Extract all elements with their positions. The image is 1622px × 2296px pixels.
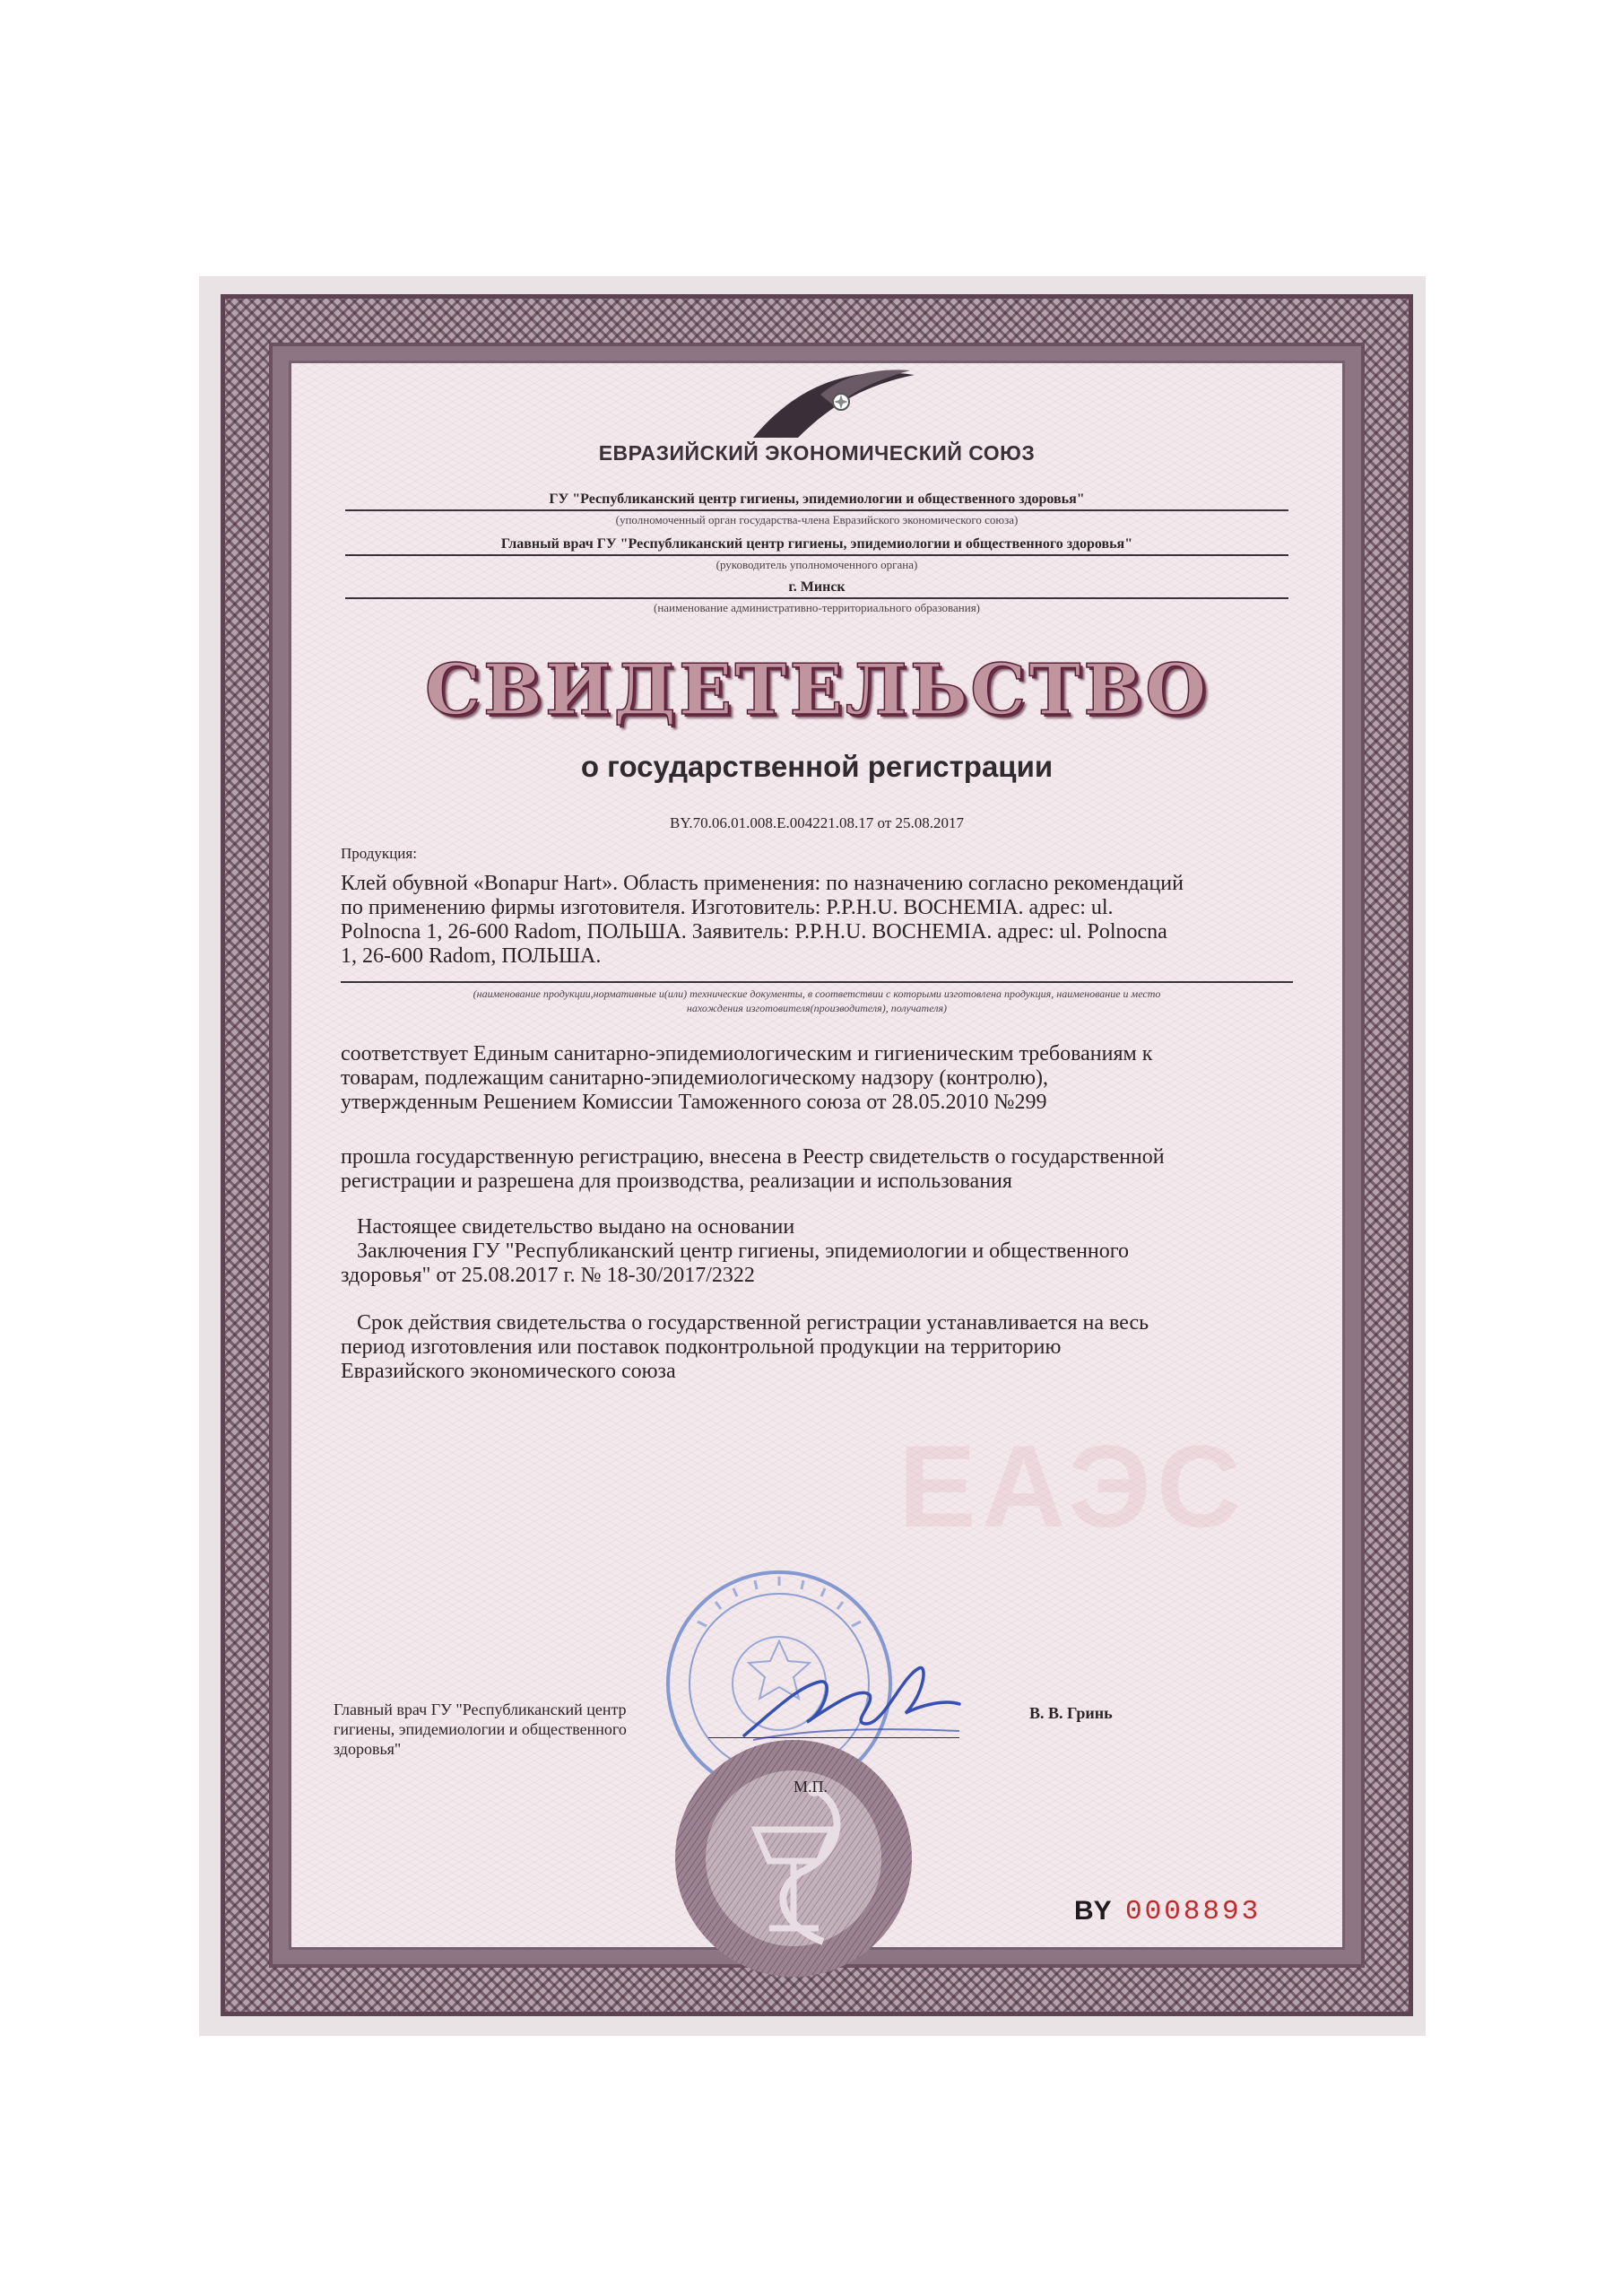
serial-number: 0008893 [1125, 1896, 1262, 1927]
city-underline [345, 597, 1288, 599]
authority-caption: (уполномоченный орган государства-члена Евразийского экономического союза) [615, 513, 1019, 526]
handwritten-signature-icon [735, 1650, 968, 1758]
product-caption-line: (наименование продукции,нормативные и(или) технические документы, в соответствии с которыми изготовлена продукция, наименование и место [473, 987, 1161, 1000]
serial-country-code: BY [1074, 1896, 1112, 1926]
product-line: Клей обувной «Bonapur Hart». Область применения: по назначению согласно рекомендаций [341, 872, 1184, 895]
city-caption: (наименование административно-территориального образования) [653, 601, 981, 614]
registration-line: регистрации и разрешена для производства, реализации и использования [341, 1170, 1012, 1193]
conformity-line: товарам, подлежащим санитарно-эпидемиологическому надзору (контролю), [341, 1066, 1049, 1090]
product-line: Polnocna 1, 26-600 Radom, ПОЛЬША. Заявитель: P.P.H.U. BOCHEMIA. адрес: ul. Polnocna [341, 920, 1167, 944]
head-underline [345, 554, 1288, 556]
city-name: г. Минск [788, 579, 846, 595]
product-description [341, 872, 1300, 969]
product-underline [341, 981, 1293, 983]
basis-line: здоровья" от 25.08.2017 г. № 18-30/2017/2322 [341, 1264, 755, 1287]
union-title: ЕВРАЗИЙСКИЙ ЭКОНОМИЧЕСКИЙ СОЮЗ [598, 441, 1036, 465]
validity-line: период изготовления или поставок подконтрольной продукции на территорию [341, 1335, 1062, 1359]
conformity-line: соответствует Единым санитарно-эпидемиологическим и гигиеническим требованиям к [341, 1042, 1153, 1065]
basis-line: Настоящее свидетельство выдано на основании [357, 1215, 795, 1239]
certificate-title: СВИДЕТЕЛЬСТВО [424, 649, 1210, 731]
validity-paragraph [341, 1311, 1293, 1384]
stamp-mark-label: М.П. [794, 1778, 828, 1796]
signer-title [334, 1700, 710, 1759]
head-name: Главный врач ГУ "Республиканский центр гигиены, эпидемиологии и общественного здоровья" [500, 536, 1133, 552]
validity-line: Евразийского экономического союза [341, 1360, 676, 1383]
eaeu-logo-icon [735, 348, 932, 447]
signer-line: здоровья" [334, 1740, 402, 1758]
product-label: Продукция: [341, 845, 417, 862]
product-caption-line: нахождения изготовителя(производителя), получателя) [686, 1002, 948, 1014]
registration-line: прошла государственную регистрацию, внесена в Реестр свидетельств о государственной [341, 1145, 1165, 1169]
signature-line [708, 1737, 959, 1738]
signer-line: гигиены, эпидемиологии и общественного [334, 1720, 627, 1738]
authority-underline [345, 509, 1288, 511]
validity-line: Срок действия свидетельства о государственной регистрации устанавливается на весь [357, 1311, 1149, 1335]
product-caption [341, 987, 1293, 1015]
product-line: 1, 26-600 Radom, ПОЛЬША. [341, 944, 602, 968]
hologram-seal-icon [671, 1735, 917, 1982]
registration-number: BY.70.06.01.008.Е.004221.08.17 от 25.08.2017 [669, 814, 964, 831]
head-caption: (руководитель уполномоченного органа) [716, 558, 918, 571]
registration-paragraph [341, 1145, 1293, 1194]
conformity-paragraph [341, 1042, 1293, 1115]
signer-line: Главный врач ГУ "Республиканский центр [334, 1700, 627, 1718]
conformity-line: утвержденным Решением Комиссии Таможенного союза от 28.05.2010 №299 [341, 1091, 1047, 1114]
signer-name: В. В. Гринь [1029, 1704, 1113, 1722]
authority-name: ГУ "Республиканский центр гигиены, эпидемиологии и общественного здоровья" [549, 491, 1085, 507]
basis-paragraph [341, 1215, 1293, 1288]
basis-line: Заключения ГУ "Республиканский центр гигиены, эпидемиологии и общественного [357, 1239, 1130, 1263]
certificate-subtitle: о государственной регистрации [580, 750, 1054, 783]
eaeu-watermark: ЕАЭС [898, 1421, 1246, 1552]
product-line: по применению фирмы изготовителя. Изготовитель: P.P.H.U. BOCHEMIA. адрес: ul. [341, 896, 1114, 919]
